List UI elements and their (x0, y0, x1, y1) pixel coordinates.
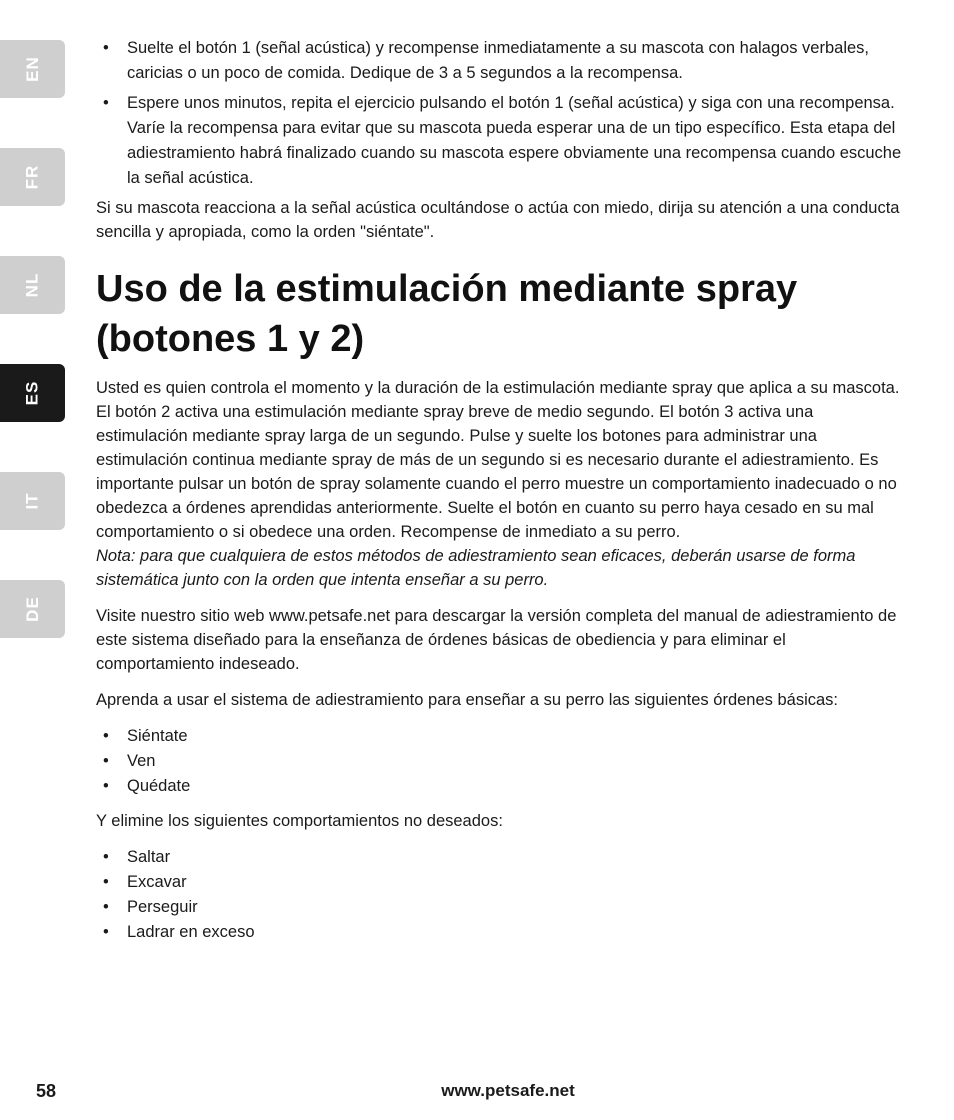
section-heading (96, 264, 906, 364)
page-number: 58 (36, 1081, 57, 1101)
list-item: • Perseguir (96, 895, 906, 920)
page-content (96, 36, 906, 945)
language-tabs (0, 0, 66, 1120)
language-tab-label: ES (22, 380, 42, 406)
behaviors-intro: Y elimine los siguientes comportamientos no deseados: (96, 812, 503, 830)
behaviors-list (96, 845, 906, 945)
language-tab-en[interactable] (0, 40, 65, 98)
list-item: • Quédate (96, 774, 906, 799)
language-tab-de[interactable] (0, 580, 65, 638)
commands-intro: Aprenda a usar el sistema de adiestramiento para enseñar a su perro las siguientes órdenes básicas: (96, 691, 839, 709)
section-heading-line1: Uso de la estimulación mediante spray (96, 268, 798, 310)
footer-url: www.petsafe.net (441, 1081, 575, 1100)
commands-list (96, 724, 906, 799)
list-item: • Ven (96, 749, 906, 774)
intro-bullet-list (96, 36, 906, 191)
language-tab-it[interactable] (0, 472, 65, 530)
note-paragraph: Nota: para que cualquiera de estos métodos de adiestramiento sean eficaces, deberán usarse de forma sistemática junto con la orden que intenta enseñar a su perro. (96, 547, 856, 589)
section-heading-line2: (botones 1 y 2) (96, 318, 365, 360)
list-item: • Ladrar en exceso (96, 920, 906, 945)
list-item: • Suelte el botón 1 (señal acústica) y recompense inmediatamente a su mascota con halagos verbales, caricias o un poco de comida. Dedique de 3 a 5 segundos a la recompensa. (96, 36, 906, 86)
language-tab-nl[interactable] (0, 256, 65, 314)
list-item: • Siéntate (96, 724, 906, 749)
language-tab-es[interactable] (0, 364, 65, 422)
body-paragraph: Usted es quien controla el momento y la duración de la estimulación mediante spray que aplica a su mascota. El botón 2 activa una estimulación mediante spray breve de medio segundo. El botón 3 activa una estimulación mediante spray larga de un segundo. Pulse y suelte los botones para administrar una estimulación continua mediante spray de más de un segundo si es necesario durante el adiestramiento. Es importante pulsar un botón de spray solamente cuando el perro muestre un comportamiento inadecuado o no obedezca a órdenes aprendidas anteriormente. Suelte el botón en cuanto su perro haya cesado en su mal comportamiento o si obedece una orden. Recompense de inmediato a su perro. (96, 379, 900, 541)
language-tab-label: DE (22, 596, 42, 622)
list-item: • Saltar (96, 845, 906, 870)
language-tab-label: IT (22, 492, 42, 510)
intro-paragraph: Si su mascota reacciona a la señal acústica ocultándose o actúa con miedo, dirija su atención a una conducta sencilla y apropiada, como la orden "siéntate". (96, 199, 900, 241)
language-tab-fr[interactable] (0, 148, 65, 206)
language-tab-label: NL (22, 272, 42, 298)
list-item: • Espere unos minutos, repita el ejercicio pulsando el botón 1 (señal acústica) y siga con una recompensa. Varíe la recompensa para evitar que su mascota pueda esperar una de un tipo específico. Esta etapa del adiestramiento habrá finalizado cuando su mascota espere obviamente una recompensa cuando escuche la señal acústica. (96, 91, 906, 191)
language-tab-label: EN (22, 56, 42, 82)
language-tab-label: FR (22, 164, 42, 190)
website-paragraph: Visite nuestro sitio web www.petsafe.net para descargar la versión completa del manual de adiestramiento de este sistema diseñado para la enseñanza de órdenes básicas de obediencia y para eliminar el comportamiento indeseado. (96, 607, 897, 673)
list-item: • Excavar (96, 870, 906, 895)
